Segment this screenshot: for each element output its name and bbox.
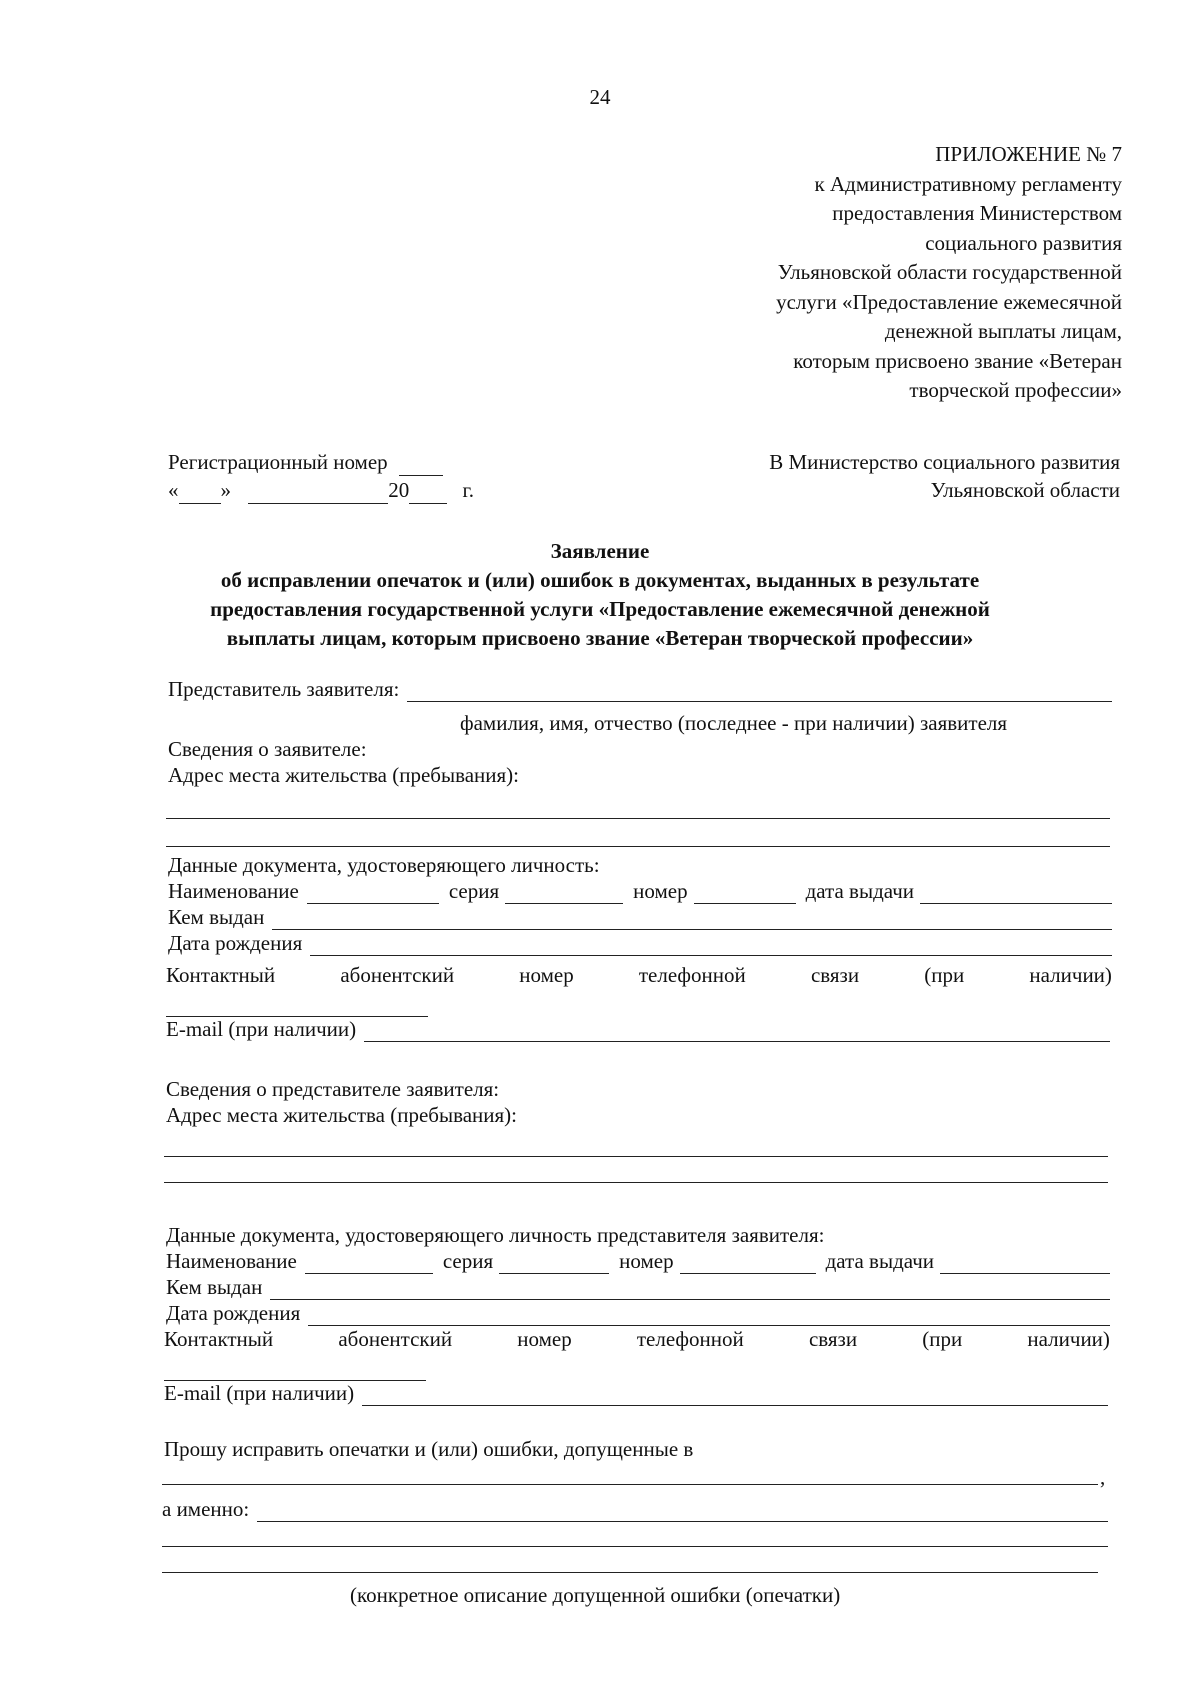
applicant-issued-by-row: [168, 904, 1112, 930]
rep-doc-issue-date-field[interactable]: [940, 1253, 1110, 1274]
phone-word: наличии): [1027, 1327, 1110, 1351]
appendix-line: предоставления Министерством: [832, 201, 1122, 225]
doc-number-field[interactable]: [694, 883, 796, 904]
rep-doc-series-label: серия: [442, 1249, 494, 1273]
registration-number-label: Регистрационный номер: [168, 450, 388, 474]
request-comma: ,: [1100, 1465, 1106, 1489]
namely-label: а именно:: [162, 1497, 250, 1521]
doc-name-field[interactable]: [307, 883, 439, 904]
rep-doc-number-field[interactable]: [680, 1253, 816, 1274]
applicant-address-line-1[interactable]: [166, 818, 1110, 819]
applicant-email-row: [166, 1016, 1110, 1042]
year-prefix: 20: [388, 478, 410, 502]
appendix-line: которым присвоено звание «Ветеран: [793, 348, 1122, 373]
birth-date-field[interactable]: [310, 935, 1112, 956]
request-document-field[interactable]: [162, 1484, 1098, 1485]
rep-doc-name-field[interactable]: [305, 1253, 433, 1274]
rep-doc-series-field[interactable]: [499, 1253, 609, 1274]
registration-month-field[interactable]: [248, 483, 388, 504]
issued-by-field[interactable]: [272, 909, 1112, 930]
doc-issue-date-field[interactable]: [920, 883, 1112, 904]
request-text: Прошу исправить опечатки и (или) ошибки, допущенные в: [164, 1437, 694, 1461]
phone-word: телефонной: [636, 1327, 744, 1351]
applicant-doc-row: [168, 878, 1112, 904]
namely-field[interactable]: [257, 1501, 1108, 1522]
applicant-phone-label: [166, 962, 1112, 988]
request-hint: (конкретное описание допущенной ошибки (опечатки): [350, 1583, 841, 1607]
representative-hint: фамилия, имя, отчество (последнее - при наличии) заявителя: [460, 711, 1008, 735]
phone-word: наличии): [1029, 963, 1112, 987]
rep-doc-issue-date-label: дата выдачи: [825, 1249, 935, 1273]
phone-word: Контактный: [166, 963, 276, 987]
namely-row: [162, 1496, 1108, 1522]
appendix-header: [776, 140, 1122, 406]
addressee-block: [769, 448, 1120, 504]
representative-label: Представитель заявителя:: [168, 677, 400, 701]
phone-word: связи: [808, 1327, 858, 1351]
page-number: 24: [589, 85, 611, 109]
phone-word: (при: [922, 1327, 963, 1351]
applicant-address-line-2[interactable]: [166, 846, 1110, 847]
rep-birth-date-label: Дата рождения: [166, 1301, 301, 1325]
email-label: E-mail (при наличии): [166, 1017, 357, 1041]
rep-issued-by-field[interactable]: [270, 1279, 1110, 1300]
addressee-line: В Министерство социального развития: [769, 450, 1120, 474]
registration-day-field[interactable]: [179, 483, 221, 504]
rep-doc-name-label: Наименование: [166, 1249, 297, 1273]
title-heading: Заявление: [550, 539, 650, 563]
appendix-line: услуги «Предоставление ежемесячной: [776, 289, 1122, 314]
applicant-birth-date-row: [168, 930, 1112, 956]
appendix-line: творческой профессии»: [909, 378, 1122, 402]
date-close-quote: »: [220, 478, 231, 502]
description-line-2[interactable]: [162, 1572, 1098, 1573]
email-field[interactable]: [364, 1021, 1110, 1042]
phone-word: (при: [924, 963, 965, 987]
appendix-line: социального развития: [925, 230, 1122, 255]
applicant-doc-label: Данные документа, удостоверяющего личность:: [168, 853, 600, 877]
doc-number-label: номер: [633, 879, 688, 903]
rep-doc-label: Данные документа, удостоверяющего личность представителя заявителя:: [166, 1223, 825, 1247]
doc-issue-date-label: дата выдачи: [805, 879, 915, 903]
phone-word: телефонной: [638, 963, 746, 987]
title-line: предоставления государственной услуги «Предоставление ежемесячной денежной: [210, 597, 990, 621]
phone-word: связи: [810, 963, 860, 987]
appendix-line: ПРИЛОЖЕНИЕ № 7: [935, 142, 1122, 166]
rep-address-label: Адрес места жительства (пребывания):: [166, 1103, 518, 1127]
doc-name-label: Наименование: [168, 879, 299, 903]
phone-word: абонентский: [340, 963, 455, 987]
rep-birth-date-field[interactable]: [308, 1305, 1110, 1326]
issued-by-label: Кем выдан: [168, 905, 265, 929]
registration-year-field[interactable]: [409, 483, 447, 504]
rep-phone-label: [164, 1326, 1110, 1352]
representative-field[interactable]: [407, 681, 1112, 702]
phone-word: номер: [517, 1327, 572, 1351]
registration-number-field[interactable]: [399, 455, 443, 476]
doc-series-field[interactable]: [505, 883, 623, 904]
rep-email-row: [164, 1380, 1108, 1406]
date-open-quote: «: [168, 478, 179, 502]
rep-issued-by-label: Кем выдан: [166, 1275, 263, 1299]
phone-word: номер: [519, 963, 574, 987]
rep-section-label: Сведения о представителе заявителя:: [166, 1077, 500, 1101]
rep-address-line-1[interactable]: [164, 1156, 1108, 1157]
registration-block: [168, 448, 474, 504]
rep-doc-number-label: номер: [619, 1249, 674, 1273]
appendix-line: к Административному регламенту: [814, 171, 1122, 196]
applicant-address-label: Адрес места жительства (пребывания):: [168, 763, 520, 787]
title-line: об исправлении опечаток и (или) ошибок в документах, выданных в результате: [220, 568, 980, 592]
year-suffix: г.: [462, 478, 474, 502]
appendix-line: денежной выплаты лицам,: [884, 319, 1122, 343]
rep-email-label: E-mail (при наличии): [164, 1381, 355, 1405]
rep-address-line-2[interactable]: [164, 1182, 1108, 1183]
rep-issued-by-row: [166, 1274, 1110, 1300]
representative-row: [168, 676, 1112, 702]
doc-series-label: серия: [448, 879, 500, 903]
rep-email-field[interactable]: [362, 1385, 1108, 1406]
description-line-1[interactable]: [162, 1546, 1108, 1547]
statement-title: [0, 537, 1200, 653]
phone-word: абонентский: [338, 1327, 453, 1351]
phone-word: Контактный: [164, 1327, 274, 1351]
addressee-line: Ульяновской области: [930, 478, 1120, 502]
appendix-line: Ульяновской области государственной: [777, 260, 1122, 284]
rep-doc-row: [166, 1248, 1110, 1274]
rep-birth-date-row: [166, 1300, 1110, 1326]
birth-date-label: Дата рождения: [168, 931, 303, 955]
applicant-section-label: Сведения о заявителе:: [168, 737, 367, 761]
title-line: выплаты лицам, которым присвоено звание «Ветеран творческой профессии»: [226, 626, 974, 650]
